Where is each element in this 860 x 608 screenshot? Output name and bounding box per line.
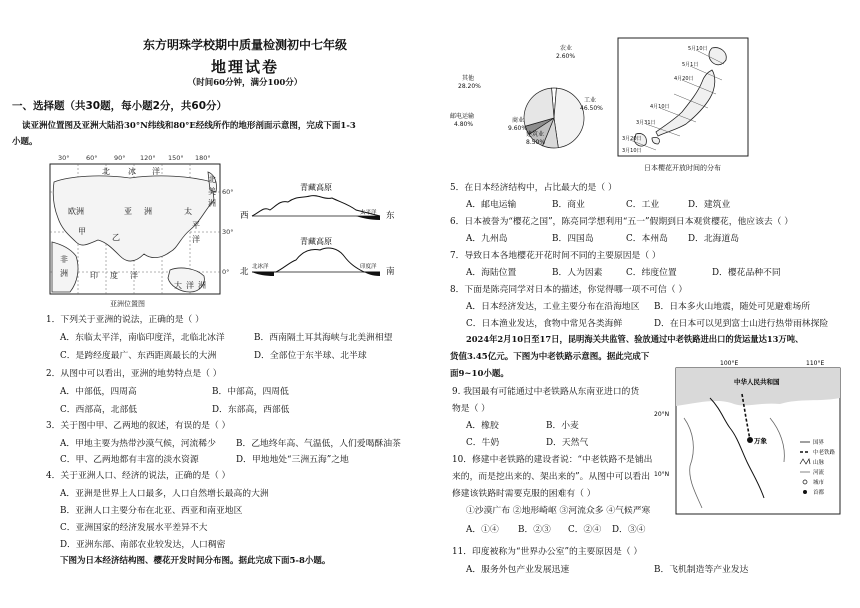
q3-option-c[interactable]: C．甲、乙两地都有丰富的淡水资源 (60, 455, 199, 465)
q3-option-a[interactable]: A．甲地主要为热带沙漠气候，河流稀少 (60, 439, 216, 449)
q5-option-b[interactable]: B．商业 (552, 200, 585, 210)
profile-south: 南 (386, 267, 395, 277)
q5-option-d[interactable]: D．建筑业 (688, 200, 731, 210)
map-label: 洋 (192, 235, 200, 244)
pie-value-construction: 8.50% (526, 139, 546, 146)
sakura-date: 3月10日 (622, 148, 642, 154)
question-10-line3: 修建该铁路时需要克服的困难有（ ） (452, 489, 596, 499)
q1-option-d[interactable]: D．全部位于东半球、北半球 (254, 351, 367, 361)
map-label: 北 (208, 175, 216, 184)
q3-option-d[interactable]: D．甲地地处“三洲五海”之地 (236, 455, 349, 465)
q3-option-b[interactable]: B．乙地终年高、气温低，人们爱喝酥油茶 (236, 439, 401, 449)
q7-option-c[interactable]: C．纬度位置 (626, 268, 677, 278)
q6-option-c[interactable]: C．本州岛 (626, 234, 668, 244)
intro-9-10-line2: 货值3.45亿元。下图为中老铁路示意图。据此完成下 (450, 352, 650, 362)
city-vientiane: 万象 (754, 437, 767, 445)
pie-value-commerce: 9.60% (508, 125, 528, 132)
map-label: 平 (192, 221, 200, 230)
map-label: 北 (102, 167, 110, 176)
china-laos-railway-map (650, 358, 850, 520)
question-11: 11．印度被称为“世界办公室”的主要原因是（ ） (452, 547, 643, 557)
q7-option-d[interactable]: D．樱花品种不同 (712, 268, 781, 278)
map-label: 欧洲 (68, 207, 84, 216)
q5-option-c[interactable]: C．工业 (626, 200, 660, 210)
pie-value-agri: 2.60% (556, 53, 576, 60)
q9-option-b[interactable]: B．小麦 (546, 421, 579, 431)
sakura-date: 3月20日 (622, 136, 642, 142)
map-label: 洲 (60, 269, 68, 278)
question-4: 4．关于亚洲人口、经济的说法，正确的是（ ） (46, 471, 231, 481)
legend-item: 中老铁路 (813, 450, 836, 456)
profile-sea-arctic: 北冰洋 (252, 264, 269, 270)
profile-title-top: 青藏高原 (300, 183, 332, 192)
q9-option-c[interactable]: C．牛奶 (466, 438, 500, 448)
pie-label-post: 邮电运输 (450, 113, 475, 120)
profile-sea-pacific: 太平洋 (360, 210, 377, 216)
q4-option-a[interactable]: A．亚洲是世界上人口最多，人口自然增长最高的大洲 (60, 489, 269, 499)
profile-sea-indian: 印度洋 (360, 264, 377, 270)
intro-1-3 (12, 118, 422, 150)
profile-north: 北 (240, 267, 249, 277)
q9-option-d[interactable]: D．天然气 (546, 438, 589, 448)
pie-label-other: 其他 (462, 75, 475, 82)
lon-label: 30° (58, 154, 70, 162)
q1-option-b[interactable]: B．西南隔土耳其海峡与北美洲相望 (254, 333, 393, 343)
q6-option-d[interactable]: D．北海道岛 (688, 234, 740, 244)
q7-option-a[interactable]: A．海陆位置 (466, 268, 517, 278)
map-label: 洲 (198, 281, 206, 290)
lat-label: 30° (222, 228, 234, 236)
q8-option-d[interactable]: D．在日本可以见到富士山进行热带雨林探险 (654, 319, 829, 329)
country-label: 中华人民共和国 (734, 378, 780, 386)
map-label: 冰 (128, 167, 136, 176)
q6-option-b[interactable]: B．四国岛 (552, 234, 594, 244)
question-10-line1: 10．修建中老铁路的建设者说：“中老铁路不是铺出 (452, 455, 653, 465)
profile-west: 西 (240, 211, 249, 221)
lat-label: 0° (222, 268, 230, 276)
map-label: 大 (174, 281, 182, 290)
lon-label: 120° (140, 154, 156, 162)
lon-label: 90° (114, 154, 126, 162)
question-6: 6．日本被誉为“樱花之国”，陈亮同学想利用“五一”假期到日本观赏樱花，他应该去（ ） (450, 217, 794, 227)
q4-option-b[interactable]: B．亚洲人口主要分布在北亚、西亚和南亚地区 (60, 506, 243, 516)
legend-item: 河流 (813, 470, 825, 476)
profile-east: 东 (386, 211, 395, 221)
legend-item: 首都 (813, 490, 825, 496)
lon-label: 180° (195, 154, 211, 162)
q10-option-d[interactable]: D．③④ (612, 525, 646, 535)
intro-line-2: 小题。 (12, 137, 38, 147)
q2-option-c[interactable]: C．西部高，北部低 (60, 405, 138, 415)
q11-option-a[interactable]: A．服务外包产业发展迅速 (466, 565, 570, 575)
lon-label: 150° (168, 154, 184, 162)
pie-label-agri: 农业 (560, 45, 573, 52)
sakura-date: 4月20日 (674, 76, 694, 82)
map-label: 洋 (186, 281, 194, 290)
legend-item: 山脉 (813, 460, 825, 466)
q2-option-d[interactable]: D．东部高，西部低 (212, 405, 290, 415)
sakura-date: 5月10日 (688, 46, 708, 52)
map-label: 非 (60, 255, 68, 264)
question-8: 8．下面是陈亮同学对日本的描述，你觉得哪一项不可信（ ） (450, 285, 688, 295)
q7-option-b[interactable]: B．人为因素 (552, 268, 603, 278)
q10-option-b[interactable]: B．②③ (518, 525, 551, 535)
intro-line-1: 读亚洲位置图及亚洲大陆沿30°N纬线和80°E经线所作的地形剖面示意图，完成下面1-3 (22, 121, 356, 131)
question-3: 3．关于图中甲、乙两地的叙述，有误的是（ ） (46, 421, 231, 431)
school-title: 东方明珠学校期中质量检测初中七年级 (142, 38, 347, 52)
map-label: 太 (184, 207, 192, 216)
profile-title-bottom: 青藏高原 (300, 237, 332, 246)
capital-marker (747, 437, 753, 443)
japan-economy-pie (450, 30, 610, 150)
pie-label-commerce: 商业 (512, 117, 525, 124)
q5-option-a[interactable]: A．邮电运输 (466, 200, 517, 210)
q8-option-c[interactable]: C．日本渔业发达，食物中常见各类海鲜 (466, 319, 623, 329)
question-9-line1: 9. 我国最有可能通过中老铁路从东南亚进口的货 (452, 387, 640, 397)
q1-option-c[interactable]: C．是跨经度最广、东西距离最长的大洲 (60, 351, 217, 361)
map-label: 亚 (124, 207, 132, 216)
pie-label-construction: 建筑业 (526, 131, 545, 138)
intro-9-10-line3: 面9~10小题。 (450, 369, 509, 379)
sakura-date: 4月10日 (650, 104, 670, 110)
q4-option-d[interactable]: D．亚洲东部、南部农业较发达，人口稠密 (60, 540, 226, 550)
pie-slice-1 (554, 88, 584, 148)
lon-label: 110°E (806, 360, 825, 367)
legend-item: 城市 (813, 480, 825, 486)
lon-label: 60° (86, 154, 98, 162)
map-label: 洲 (208, 199, 216, 208)
map-label: 美 (208, 187, 216, 196)
q4-option-c[interactable]: C．亚洲国家的经济发展水平差异不大 (60, 523, 208, 533)
map-label: 度 (110, 271, 118, 280)
map-caption: 亚洲位置图 (110, 300, 145, 308)
map-label: 甲 (78, 227, 86, 236)
q8-option-b[interactable]: B．日本多火山地震，随处可见避难场所 (654, 302, 811, 312)
time-score: （时间60分钟，满分100分） (187, 78, 303, 88)
lon-label: 100°E (720, 360, 739, 367)
map-label: 洋 (152, 167, 160, 176)
question-1: 1．下列关于亚洲的说法，正确的是（ ） (46, 315, 204, 325)
map-label: 洋 (130, 271, 138, 280)
intro-5-8: 下图为日本经济结构图、樱花开发时间分布图。据此完成下面5-8小题。 (60, 556, 331, 566)
q1-option-a[interactable]: A．东临太平洋，南临印度洋，北临北冰洋 (60, 333, 225, 343)
pie-value-post: 4.80% (454, 121, 474, 128)
exam-title: 地理试卷 (210, 58, 279, 76)
sakura-date: 3月31日 (636, 120, 656, 126)
pie-label-industry: 工业 (584, 97, 597, 104)
terrain-profiles (240, 176, 400, 280)
q2-option-a[interactable]: A．中部低，四周高 (60, 387, 137, 397)
q8-option-a[interactable]: A．日本经济发达，工业主要分布在沿海地区 (466, 302, 640, 312)
japan-sakura-map (616, 36, 752, 176)
lat-label: 60° (222, 188, 234, 196)
question-9-line2: 物是（ ） (452, 404, 490, 414)
lat-label: 20°N (654, 411, 670, 418)
q6-option-a[interactable]: A．九州岛 (466, 234, 508, 244)
sakura-date: 5月1日 (682, 62, 699, 68)
asia-location-map (40, 152, 240, 312)
pie-value-industry: 46.50% (580, 105, 603, 112)
q2-option-b[interactable]: B．中部高，四周低 (212, 387, 289, 397)
q10-option-a[interactable]: A．①④ (466, 525, 499, 535)
q11-option-b[interactable]: B．飞机制造等产业发达 (654, 565, 749, 575)
question-10-items: ①沙漠广布 ②地形崎岖 ③河流众多 ④气候严寒 (466, 506, 651, 516)
japan-map-caption: 日本樱花开放时间的分布 (644, 164, 721, 172)
question-2: 2．从图中可以看出，亚洲的地势特点是（ ） (46, 369, 222, 379)
question-5: 5．在日本经济结构中，占比最大的是（ ） (450, 183, 617, 193)
map-label: 印 (90, 271, 98, 280)
question-7: 7．导致日本各地樱花开花时间不同的主要原因是（ ） (450, 251, 661, 261)
map-label: 乙 (112, 233, 120, 242)
pie-value-other: 28.20% (458, 83, 481, 90)
lat-label: 10°N (654, 471, 670, 478)
map-label: 洲 (144, 207, 152, 216)
legend-item: 国界 (813, 440, 825, 446)
section-heading: 一、选择题（共30题，每小题2分，共60分） (12, 100, 228, 112)
question-10-line2: 来的，而是挖出来的、架出来的”。从图中可以看出 (452, 472, 651, 482)
q9-option-a[interactable]: A．橡胶 (466, 421, 499, 431)
q10-option-c[interactable]: C．②④ (568, 525, 602, 535)
intro-9-10-line1: 2024年2月10日至17日，昆明海关共监管、验放通过中老铁路进出口的货运量达13万吨、 (466, 334, 804, 344)
